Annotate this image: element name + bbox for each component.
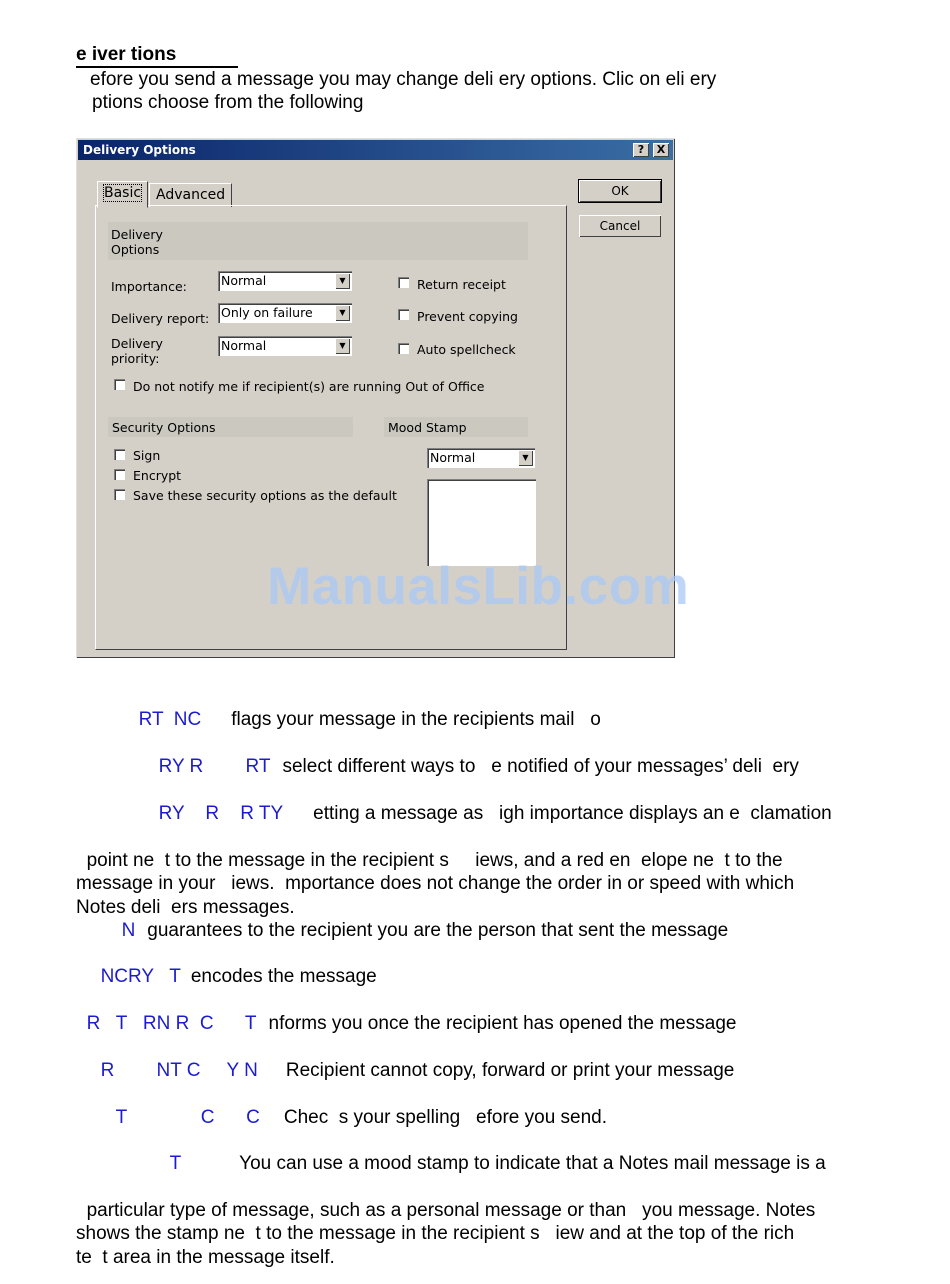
item-encrypt	[76, 941, 876, 988]
mood-stamp-header: Mood Stamp	[388, 420, 467, 435]
encrypt-checkbox[interactable]	[114, 469, 125, 480]
item-auto-spellcheck	[76, 1082, 876, 1129]
chevron-down-icon[interactable]: ▼	[335, 338, 350, 354]
item-text: select different ways to e notified of your messages’ deli ery	[282, 755, 799, 777]
item-term: T C C	[115, 1106, 260, 1128]
prevent-copying-label: Prevent copying	[417, 309, 518, 324]
delivery-priority-label: Delivery priority:	[111, 336, 163, 366]
auto-spellcheck-checkbox[interactable]	[398, 343, 409, 354]
dialog-title: Delivery Options	[83, 143, 196, 157]
out-of-office-label: Do not notify me if recipient(s) are running Out of Office	[133, 379, 485, 394]
item-text: flags your message in the recipients mail o	[231, 708, 601, 730]
importance-value: Normal	[221, 273, 267, 288]
item-term: NCRY T	[100, 965, 181, 987]
delivery-priority-select[interactable]	[218, 336, 352, 356]
item-term: RY R R TY	[158, 802, 284, 824]
chevron-down-icon[interactable]: ▼	[335, 273, 350, 289]
intro-line-2: ptions choose from the following	[92, 92, 364, 113]
dialog-titlebar	[78, 140, 673, 160]
save-security-checkbox[interactable]	[114, 489, 125, 500]
item-text: guarantees to the recipient you are the person that sent the message	[147, 919, 729, 941]
security-options-header: Security Options	[112, 420, 216, 435]
return-receipt-label: Return receipt	[417, 277, 506, 292]
auto-spellcheck-label: Auto spellcheck	[417, 342, 516, 357]
return-receipt-checkbox[interactable]	[398, 277, 409, 288]
delivery-options-header: Delivery Options	[111, 227, 163, 257]
item-text: nforms you once the recipient has opened the message	[268, 1012, 737, 1034]
item-text: Chec s your spelling efore you send.	[283, 1106, 608, 1128]
item-continuation: particular type of message, such as a personal message or than you message. Notes shows the stamp ne t to the message in the recipient s iew and at the top of the rich te t area in the message itself.	[76, 1199, 816, 1268]
item-text: etting a message as igh importance displays an e clamation	[313, 802, 832, 824]
delivery-priority-value: Normal	[221, 338, 267, 353]
item-sign	[76, 895, 876, 942]
tab-advanced[interactable]: Advanced	[149, 183, 232, 207]
save-security-label: Save these security options as the default	[133, 488, 397, 503]
item-text: encodes the message	[190, 965, 377, 987]
section-heading: e iver tions	[76, 44, 238, 68]
item-text: You can use a mood stamp to indicate that a Notes mail message is a	[239, 1152, 826, 1174]
chevron-down-icon[interactable]: ▼	[335, 305, 350, 321]
tab-basic[interactable]	[97, 181, 148, 208]
item-continuation: point ne t to the message in the recipient s iews, and a red en elope ne t to the message in your iews. mportance does not change the order in or speed with which Notes deli ers messages.	[76, 849, 795, 918]
intro-line-1: efore you send a message you may change deli ery options. Clic on eli ery	[90, 69, 717, 90]
ok-button[interactable]: OK	[579, 180, 661, 202]
delivery-report-value: Only on failure	[221, 305, 313, 320]
close-icon[interactable]: X	[653, 143, 669, 157]
prevent-copying-checkbox[interactable]	[398, 309, 409, 320]
sign-label: Sign	[133, 448, 161, 463]
item-delivery-report	[76, 731, 876, 778]
help-icon[interactable]: ?	[633, 143, 649, 157]
sign-checkbox[interactable]	[114, 449, 125, 460]
importance-select[interactable]	[218, 271, 352, 291]
item-term: R NT C Y N	[100, 1059, 258, 1081]
cancel-button[interactable]: Cancel	[579, 215, 661, 237]
delivery-report-select[interactable]	[218, 303, 352, 323]
item-return-receipt	[76, 684, 876, 731]
encrypt-label: Encrypt	[133, 468, 182, 483]
delivery-options-header-bg	[108, 222, 528, 260]
item-mood-stamp	[76, 1128, 876, 1269]
delivery-report-label: Delivery report:	[111, 311, 210, 326]
item-text: Recipient cannot copy, forward or print your message	[285, 1059, 735, 1081]
watermark: ManualsLib.com	[267, 557, 690, 616]
tab-basic-label: Basic	[104, 185, 142, 201]
chevron-down-icon[interactable]: ▼	[518, 450, 533, 466]
importance-label: Importance:	[111, 279, 187, 294]
item-return-receipt-2	[76, 988, 876, 1035]
item-term: RY R RT	[158, 755, 271, 777]
item-term: T	[169, 1152, 182, 1174]
mood-stamp-value: Normal	[430, 450, 476, 465]
out-of-office-checkbox[interactable]	[114, 379, 125, 390]
item-prevent-copying	[76, 1035, 876, 1082]
mood-stamp-preview[interactable]	[427, 479, 536, 566]
item-term: RT NC	[138, 708, 202, 730]
item-term: R T RN R C T	[86, 1012, 257, 1034]
mood-stamp-select[interactable]	[427, 448, 535, 468]
item-term: N	[121, 919, 136, 941]
